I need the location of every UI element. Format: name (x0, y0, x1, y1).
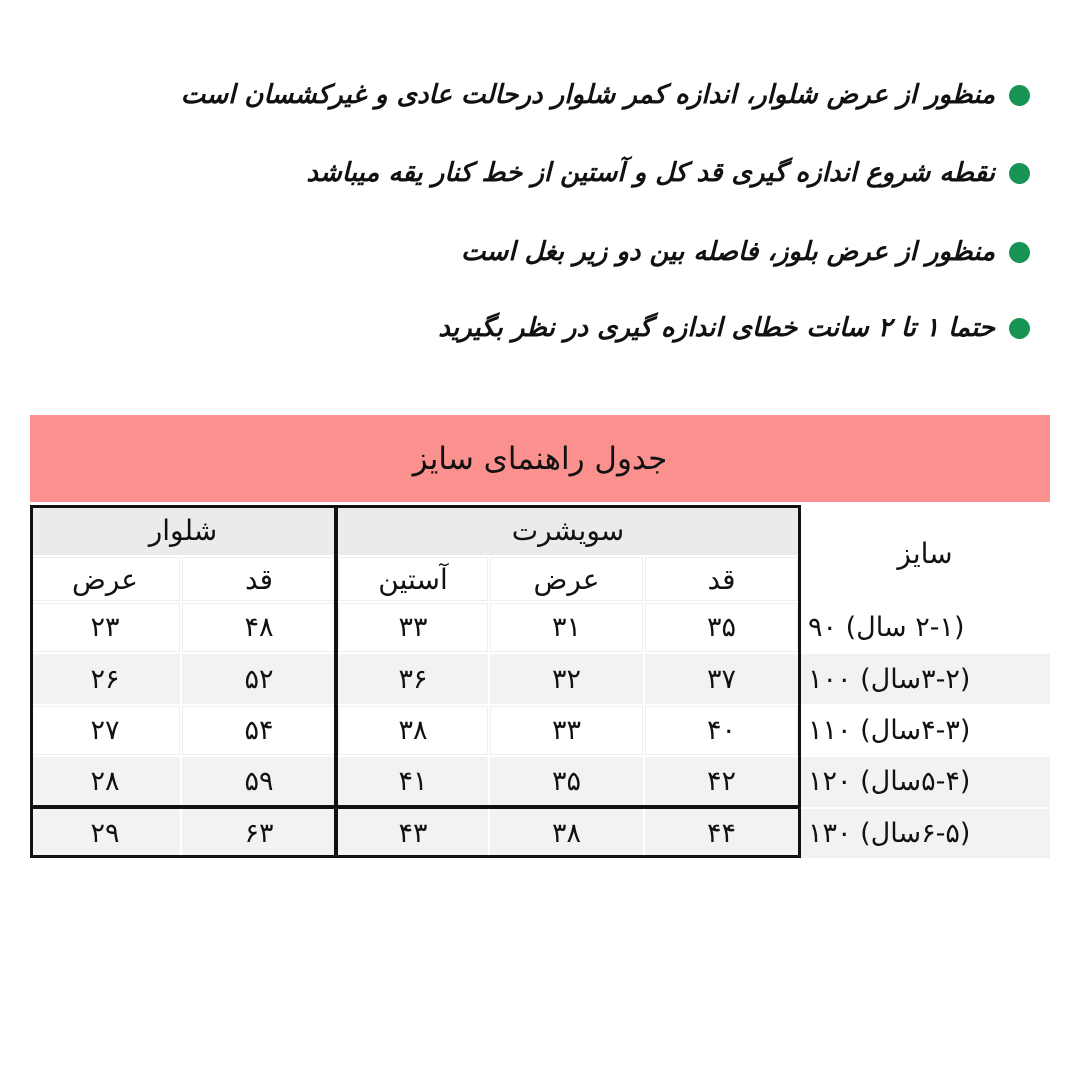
col-header-sleeve: آستین (338, 557, 488, 601)
table-cell: ۴۰ (645, 706, 798, 755)
size-table (30, 505, 1050, 858)
col-header-shirt-length: قد (645, 557, 798, 601)
table-cell: ۳۵ (490, 757, 643, 806)
size-label: (۳-۲سال) ۱۰۰ (808, 663, 971, 695)
size-cell (800, 757, 1050, 806)
table-cell: ۲۳ (30, 603, 180, 652)
col-header-shirt-width: عرض (490, 557, 643, 601)
table-cell: ۴۳ (338, 809, 488, 858)
note-text: حتما ۱ تا ۲ سانت خطای اندازه گیری در نظر بگیرید (438, 313, 995, 343)
table-cell: ۵۴ (182, 706, 336, 755)
size-label: (۵-۴سال) ۱۲۰ (808, 766, 971, 798)
note-item (438, 307, 1030, 349)
bullet-dot-icon (1009, 163, 1030, 184)
bullet-dot-icon (1009, 85, 1030, 106)
size-cell (800, 706, 1050, 755)
table-cell: ۳۸ (338, 706, 488, 755)
pants-group-header: شلوار (30, 505, 336, 555)
col-header-pants-length: قد (182, 557, 336, 601)
size-cell (800, 654, 1050, 703)
table-cell: ۴۴ (645, 809, 798, 858)
table-cell: ۴۸ (182, 603, 336, 652)
table-cell: ۳۱ (490, 603, 643, 652)
table-cell: ۳۸ (490, 809, 643, 858)
table-cell: ۶۳ (182, 809, 336, 858)
note-text: نقطه شروع اندازه گیری قد کل و آستین از خط کنار یقه میباشد (306, 158, 995, 188)
bullet-dot-icon (1009, 242, 1030, 263)
table-cell: ۲۶ (30, 654, 180, 703)
size-column-header: سایز (897, 536, 953, 570)
size-label: (۲-۱ سال) ۹۰ (808, 612, 965, 644)
banner-title: جدول راهنمای سایز (412, 440, 668, 477)
bullet-dot-icon (1009, 318, 1030, 339)
table-cell: ۴۲ (645, 757, 798, 806)
table-cell: ۳۲ (490, 654, 643, 703)
table-cell: ۳۵ (645, 603, 798, 652)
table-cell: ۴۱ (338, 757, 488, 806)
size-cell (800, 809, 1050, 858)
table-cell: ۳۶ (338, 654, 488, 703)
note-text: منظور از عرض بلوز، فاصله بین دو زیر بغل است (461, 237, 995, 267)
note-item (306, 152, 1030, 194)
size-guide-banner (30, 415, 1050, 502)
col-header-pants-width: عرض (30, 557, 180, 601)
sweatshirt-group-header: سویشرت (338, 505, 798, 555)
table-cell: ۵۹ (182, 757, 336, 806)
table-cell: ۵۲ (182, 654, 336, 703)
table-cell: ۳۳ (490, 706, 643, 755)
note-text: منظور از عرض شلوار، اندازه کمر شلوار درحالت عادی و غیرکشسان است (180, 80, 995, 110)
table-cell: ۲۸ (30, 757, 180, 806)
table-cell: ۲۹ (30, 809, 180, 858)
size-label: (۴-۳سال) ۱۱۰ (808, 714, 971, 746)
note-item (181, 74, 1030, 116)
size-label: (۶-۵سال) ۱۳۰ (808, 817, 971, 849)
table-cell: ۲۷ (30, 706, 180, 755)
table-cell: ۳۷ (645, 654, 798, 703)
table-cell: ۳۳ (338, 603, 488, 652)
size-cell (800, 603, 1050, 652)
note-item (461, 231, 1030, 273)
